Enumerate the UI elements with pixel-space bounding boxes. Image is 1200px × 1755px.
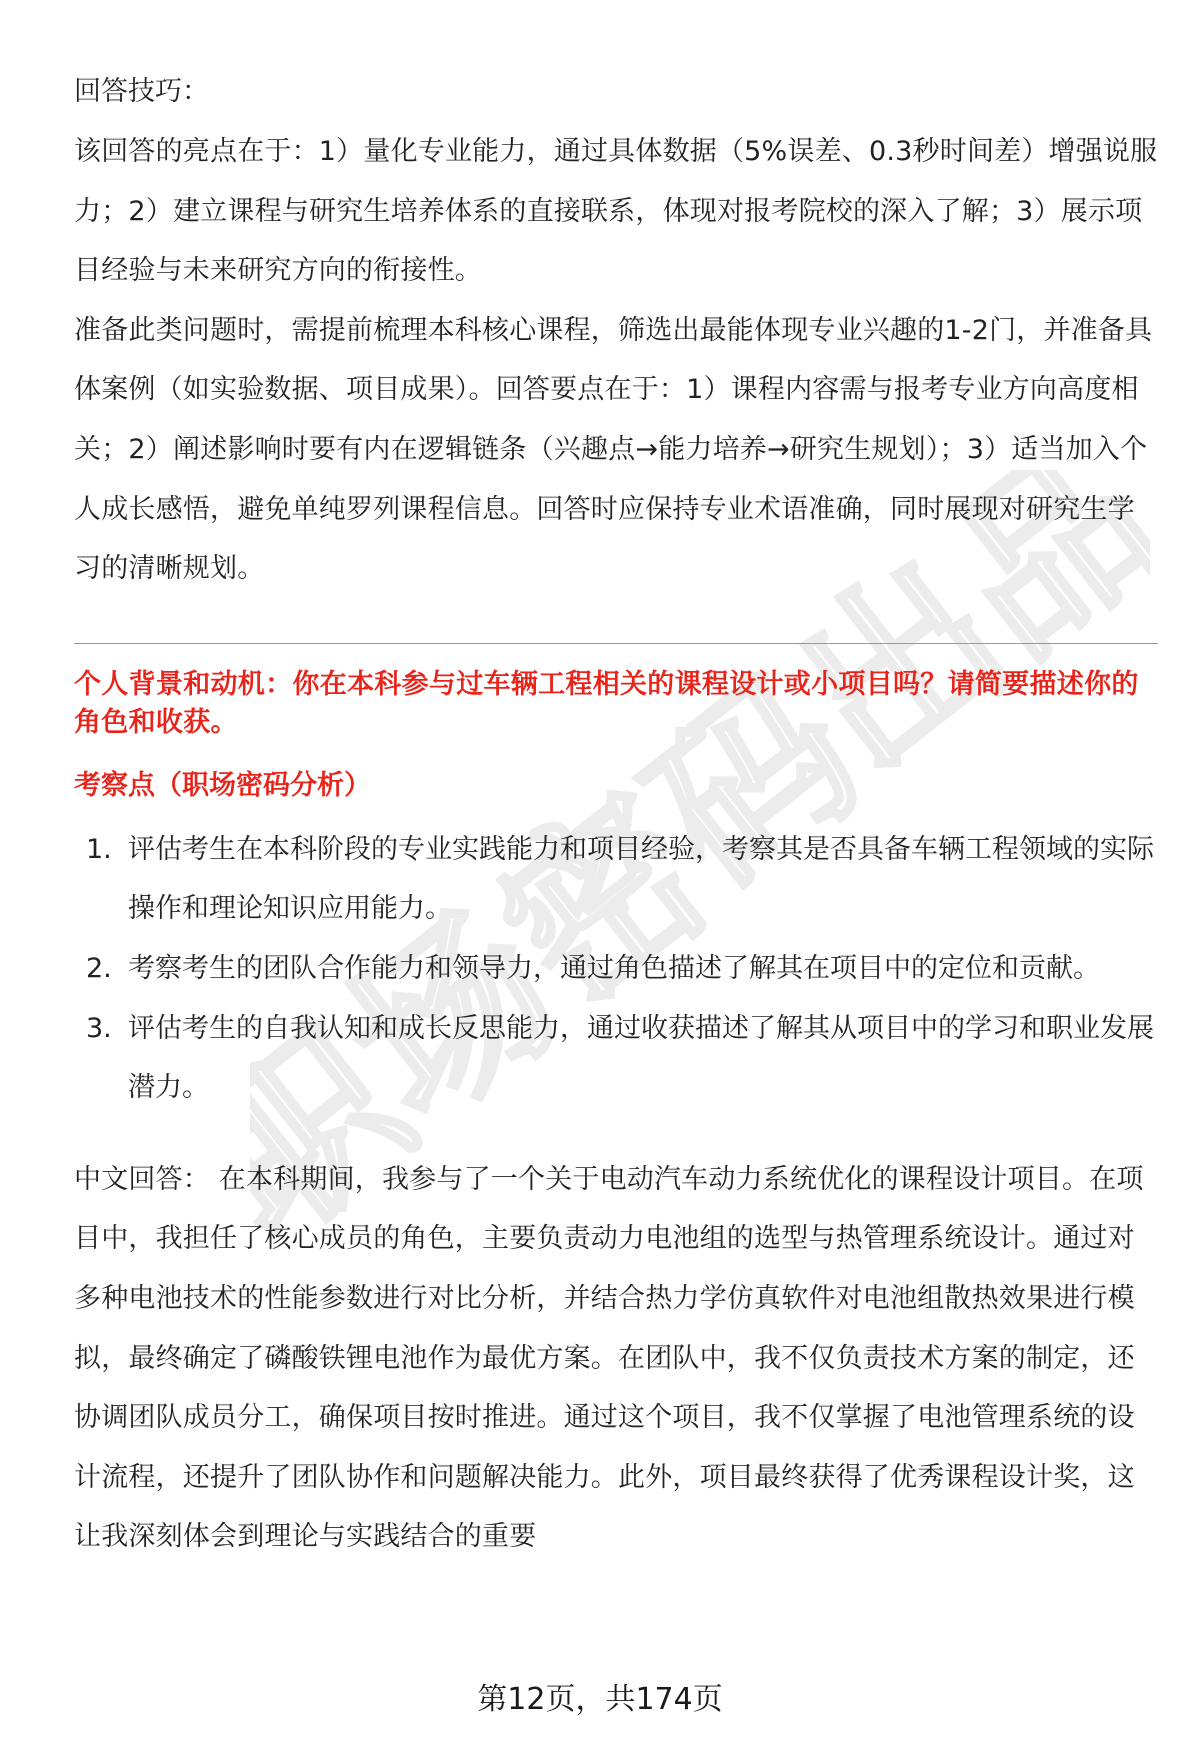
page-number: 第12页，共174页 (477, 1682, 723, 1717)
list-item-number: 3. (86, 1012, 112, 1044)
list-item-text: 评估考生在本科阶段的专业实践能力和项目经验，考察其是否具备车辆工程领域的实际操作和理论知识应用能力。 (128, 833, 1154, 925)
tips-paragraph-1: 该回答的亮点在于：1）量化专业能力，通过具体数据（5%误差、0.3秒时间差）增强说服力；2）建立课程与研究生培养体系的直接联系，体现对报考院校的深入了解；3）展示项目经验与未来研究方向的衔接性。 (74, 136, 1158, 287)
question-heading: 个人背景和动机：你在本科参与过车辆工程相关的课程设计或小项目吗？请简要描述你的角色和收获。 (74, 668, 1139, 738)
list-item-number: 1. (86, 833, 112, 865)
watermark-text: 职场密码出品 (250, 470, 1150, 1270)
chinese-answer: 中文回答： 在本科期间，我参与了一个关于电动汽车动力系统优化的课程设计项目。在项目中，我担任了核心成员的角色，主要负责动力电池组的选型与热管理系统设计。通过对多种电池技术的性能参数进行对比分析，并结合热力学仿真软件对电池组散热效果进行模拟，最终确定了磷酸铁锂电池作为最优方案。在团队中，我不仅负责技术方案的制定，还协调团队成员分工，确保项目按时推进。通过这个项目，我不仅掌握了电池管理系统的设计流程，还提升了团队协作和问题解决能力。此外，项目最终获得了优秀课程设计奖，这让我深刻体会到理论与实践结合的重要 (74, 1163, 1144, 1553)
list-item-number: 2. (86, 952, 112, 984)
list-item (74, 999, 1158, 1118)
list-item (74, 820, 1158, 939)
list-item-text: 评估考生的自我认知和成长反思能力，通过收获描述了解其从项目中的学习和职业发展潜力。 (128, 1012, 1154, 1104)
document-page (74, 62, 1158, 1567)
tips-paragraph-2: 准备此类问题时，需提前梳理本科核心课程，筛选出最能体现专业兴趣的1-2门，并准备具体案例（如实验数据、项目成果）。回答要点在于：1）课程内容需与报考专业方向高度相关；2）阐述影响时要有内在逻辑链条（兴趣点→能力培养→研究生规划）；3）适当加入个人成长感悟，避免单纯罗列课程信息。回答时应保持专业术语准确，同时展现对研究生学习的清晰规划。 (74, 314, 1153, 585)
exam-points-list (74, 820, 1158, 1118)
list-item-text: 考察考生的团队合作能力和领导力，通过角色描述了解其在项目中的定位和贡献。 (128, 952, 1100, 984)
section-divider (74, 643, 1158, 644)
tips-label: 回答技巧： (74, 76, 209, 107)
list-item (74, 939, 1158, 999)
exam-points-title: 考察点（职场密码分析） (74, 769, 371, 801)
